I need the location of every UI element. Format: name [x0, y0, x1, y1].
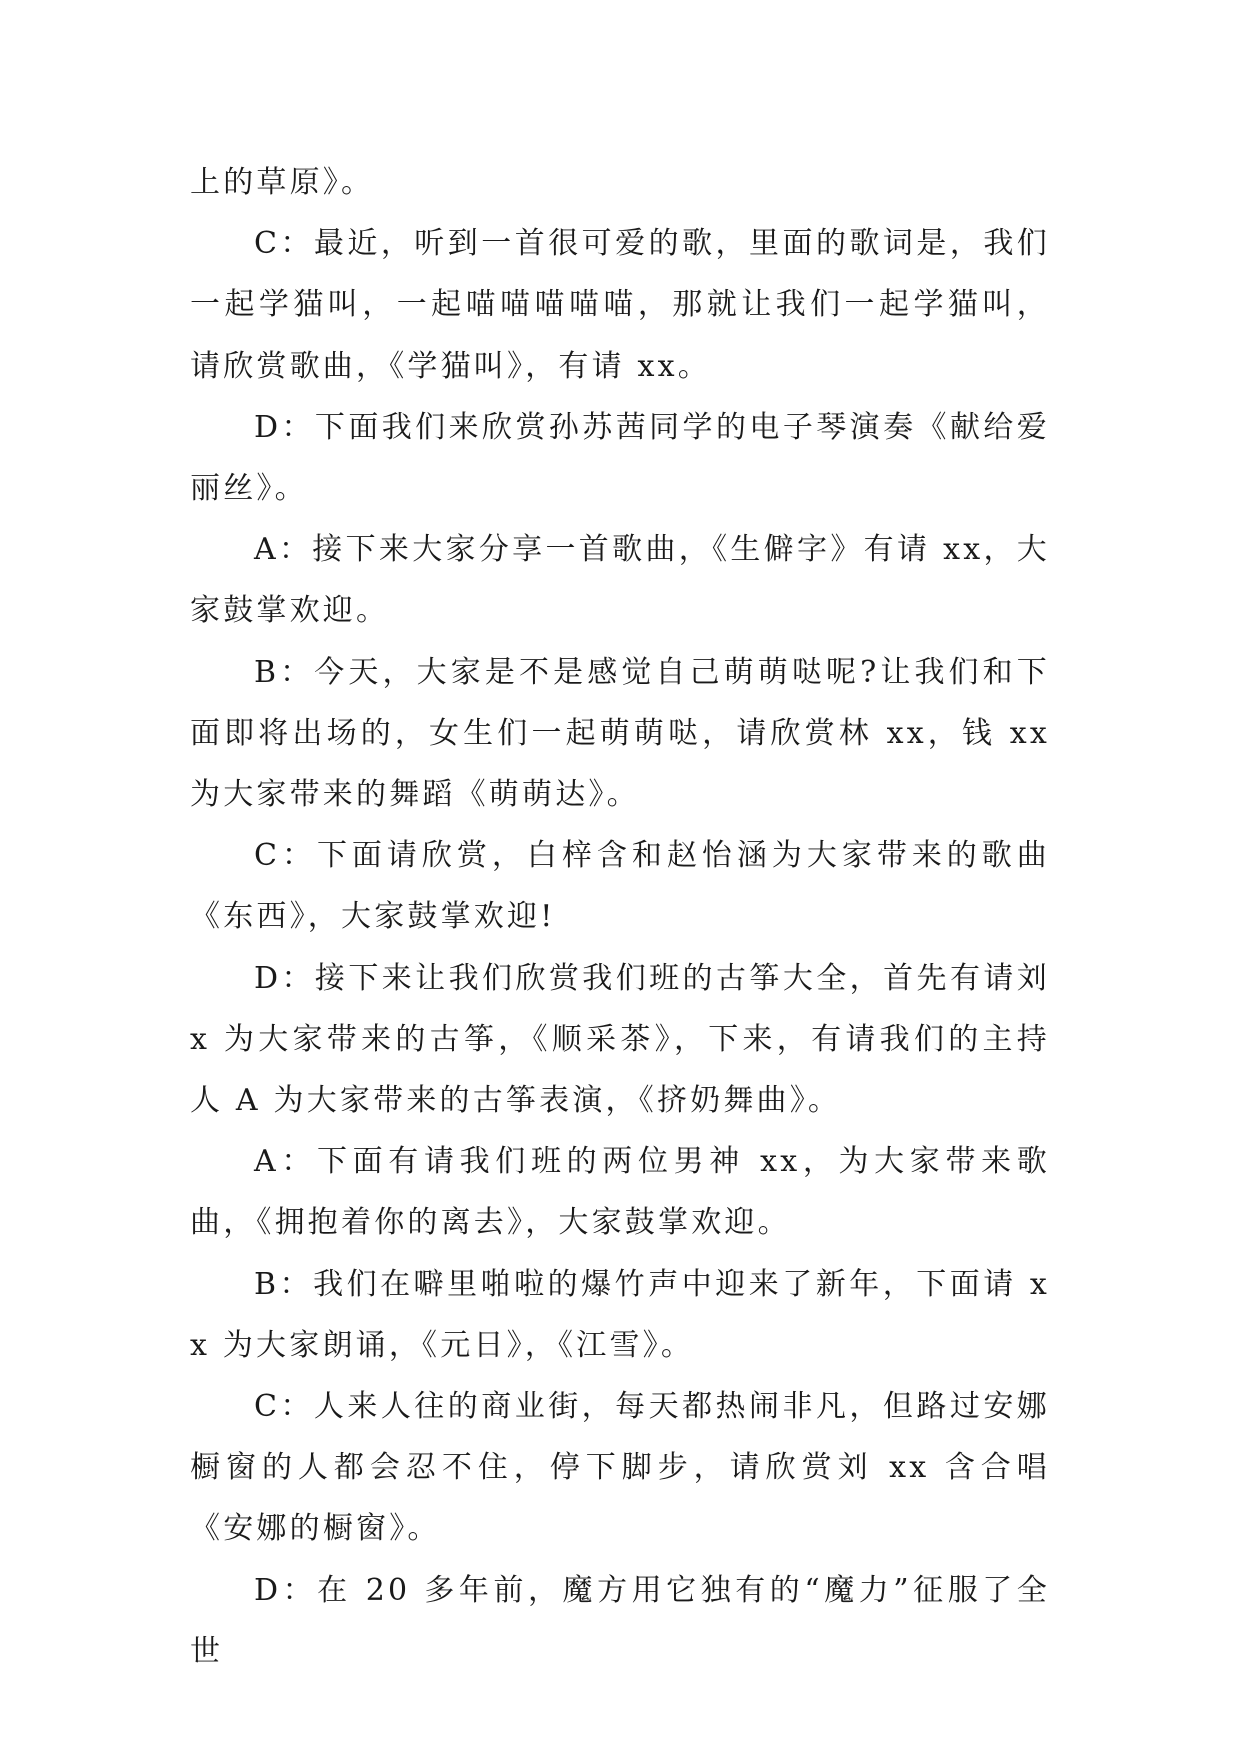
paragraph-host-d-1: D：下面我们来欣赏孙苏茜同学的电子琴演奏《献给爱丽丝》。	[190, 409, 1050, 507]
paragraph-host-a-1: A：接下来大家分享一首歌曲，《生僻字》有请 xx，大家鼓掌欢迎。	[190, 532, 1050, 629]
paragraph-host-b-2: B：我们在噼里啪啦的爆竹声中迎来了新年，下面请 xx 为大家朗诵，《元日》，《江雪》。	[190, 1266, 1050, 1363]
paragraph-host-c-3: C：人来人往的商业街，每天都热闹非凡，但路过安娜橱窗的人都会忍不住，停下脚步，请欣赏刘 xx 含合唱《安娜的橱窗》。	[190, 1389, 1050, 1547]
paragraph-host-c-1: C：最近，听到一首很可爱的歌，里面的歌词是，我们一起学猫叫，一起喵喵喵喵喵，那就让我们一起学猫叫，请欣赏歌曲，《学猫叫》，有请 xx。	[190, 226, 1050, 384]
paragraph-host-b-1: B：今天，大家是不是感觉自己萌萌哒呢?让我们和下面即将出场的，女生们一起萌萌哒，请欣赏林 xx，钱 xx 为大家带来的舞蹈《萌萌达》。	[190, 654, 1050, 813]
document-body	[190, 152, 1050, 1682]
paragraph-host-d-2: D：接下来让我们欣赏我们班的古筝大全，首先有请刘 x 为大家带来的古筝，《顺采茶》，下来，有请我们的主持人 A 为大家带来的古筝表演，《挤奶舞曲》。	[190, 960, 1050, 1119]
paragraph-host-d-3: D：在 20 多年前，魔方用它独有的“魔力”征服了全世	[190, 1572, 1050, 1669]
paragraph-host-c-2: C：下面请欣赏，白梓含和赵怡涵为大家带来的歌曲《东西》，大家鼓掌欢迎!	[190, 838, 1050, 935]
paragraph-continuation: 上的草原》。	[190, 165, 375, 200]
paragraph-host-a-2: A：下面有请我们班的两位男神 xx，为大家带来歌曲，《拥抱着你的离去》，大家鼓掌欢迎。	[190, 1144, 1050, 1241]
